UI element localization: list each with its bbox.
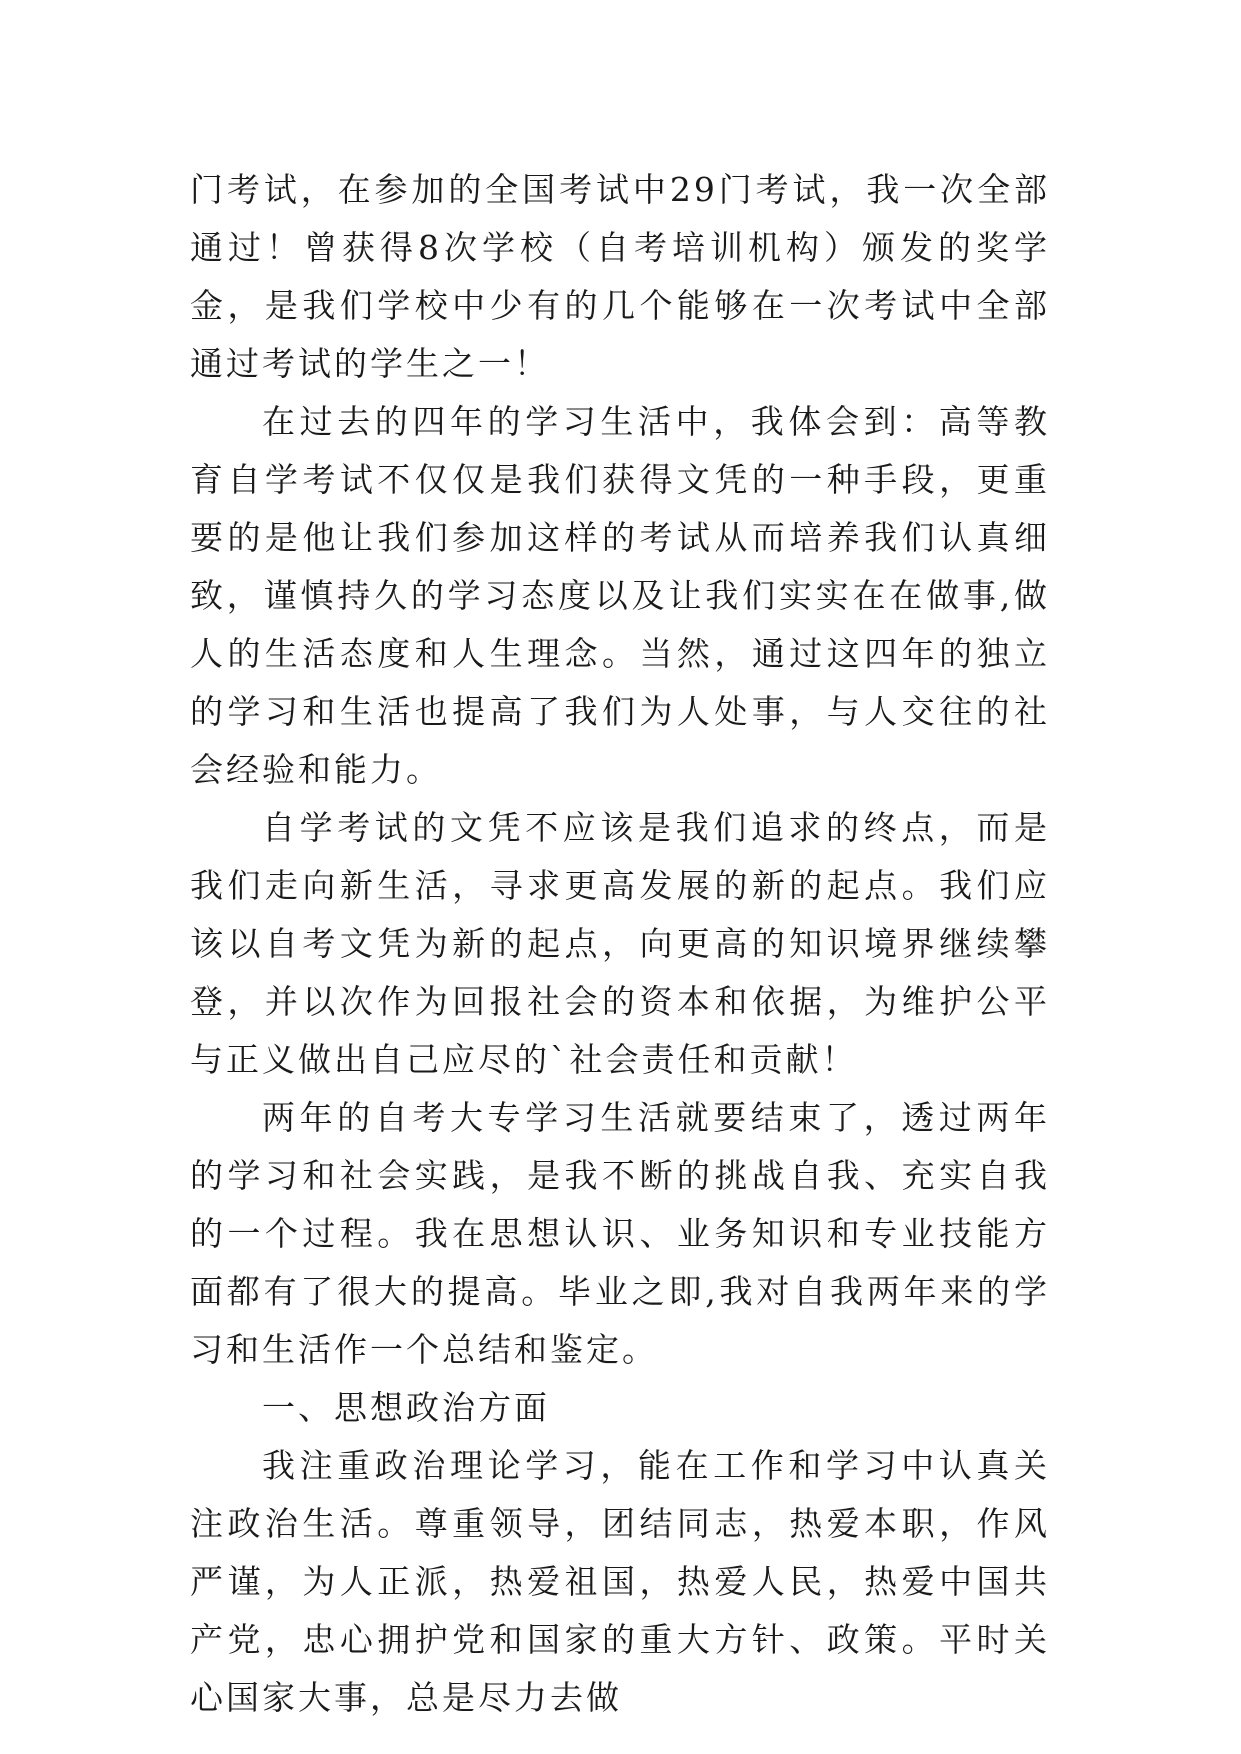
paragraph-learning-experience: 在过去的四年的学习生活中，我体会到：高等教育自学考试不仅仅是我们获得文凭的一种手段，更重要的是他让我们参加这样的考试从而培养我们认真细致，谨慎持久的学习态度以及让我们实实在在做事,做人的生活态度和人生理念。当然，通过这四年的独立的学习和生活也提高了我们为人处事，与人交往的社会经验和能力。	[190, 402, 1050, 789]
paragraph-exam-results: 门考试，在参加的全国考试中29门考试，我一次全部通过！曾获得8次学校（自考培训机构）颁发的奖学金，是我们学校中少有的几个能够在一次考试中全部通过考试的学生之一！	[190, 170, 1050, 383]
paragraph-graduation-summary: 两年的自考大专学习生活就要结束了，透过两年的学习和社会实践，是我不断的挑战自我、充实自我的一个过程。我在思想认识、业务知识和专业技能方面都有了很大的提高。毕业之即,我对自我两年来的学习和生活作一个总结和鉴定。	[190, 1098, 1050, 1369]
paragraph-political-ideology: 我注重政治理论学习，能在工作和学习中认真关注政治生活。尊重领导，团结同志，热爱本职，作风严谨，为人正派，热爱祖国，热爱人民，热爱中国共产党，忠心拥护党和国家的重大方针、政策。平时关心国家大事，总是尽力去做	[190, 1446, 1050, 1717]
paragraph-new-starting-point: 自学考试的文凭不应该是我们追求的终点，而是我们走向新生活，寻求更高发展的新的起点。我们应该以自考文凭为新的起点，向更高的知识境界继续攀登，并以次作为回报社会的资本和依据，为维护公平与正义做出自己应尽的`社会责任和贡献！	[190, 808, 1050, 1079]
section-heading-political: 一、思想政治方面	[262, 1388, 550, 1427]
document-body	[190, 161, 1050, 1727]
